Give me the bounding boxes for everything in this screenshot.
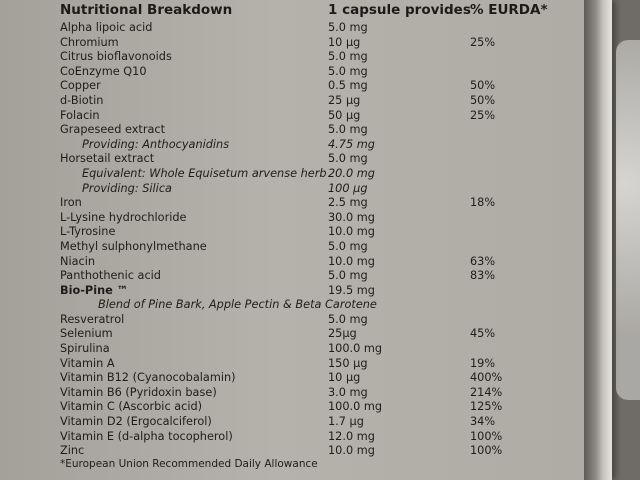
table-row: [60, 313, 582, 328]
nutrient-eurda: 45%: [470, 327, 496, 341]
header-capsule-provides: 1 capsule provides: [328, 2, 471, 18]
nutrient-amount: 0.5 mg: [328, 79, 368, 93]
nutrient-name: Equivalent: Whole Equisetum arvense herb: [82, 166, 327, 180]
table-row: [60, 240, 582, 255]
nutrient-eurda: 34%: [470, 415, 496, 429]
nutrient-amount: 25µg: [328, 327, 357, 341]
nutrient-name: Iron: [60, 196, 82, 210]
nutrient-amount: 100.0 mg: [328, 342, 383, 356]
nutrient-eurda: 25%: [470, 108, 496, 122]
nutrient-name: Horsetail extract: [60, 152, 155, 166]
table-row: [60, 196, 582, 211]
table-row: [60, 225, 582, 240]
nutrient-amount: 10.0 mg: [328, 225, 375, 239]
nutrient-eurda: 400%: [470, 371, 503, 385]
nutrient-name: Vitamin E (d-alpha tocopherol): [60, 429, 233, 443]
table-row: [60, 65, 582, 80]
nutrient-name: Chromium: [60, 35, 119, 49]
table-row: [60, 152, 582, 167]
nutrient-eurda: 100%: [470, 444, 503, 458]
nutrient-amount: 5.0 mg: [328, 64, 368, 78]
nutrient-amount: 2.5 mg: [328, 196, 368, 210]
nutrient-name: Spirulina: [60, 342, 110, 356]
table-row: [60, 21, 582, 36]
nutrient-amount: 5.0 mg: [328, 269, 368, 283]
nutrient-name: Zinc: [60, 444, 85, 458]
table-row: [60, 269, 582, 284]
nutrient-name: CoEnzyme Q10: [60, 64, 147, 78]
nutrient-eurda: 25%: [470, 35, 496, 49]
nutrient-amount: 3.0 mg: [328, 385, 368, 399]
table-row: [60, 167, 582, 182]
nutrient-amount: 10.0 mg: [328, 444, 375, 458]
nutrient-name: Alpha lipoic acid: [60, 21, 153, 34]
nutrient-name: Vitamin B12 (Cyanocobalamin): [60, 371, 236, 385]
table-row: [60, 123, 582, 138]
card-edge-shadow: [584, 0, 612, 480]
table-row: [60, 327, 582, 342]
nutrient-name: Selenium: [60, 327, 113, 341]
nutrient-amount: 19.5 mg: [328, 283, 375, 297]
nutrient-amount: 5.0 mg: [328, 312, 368, 326]
blister-pack-edge: [616, 40, 640, 400]
table-row: [60, 298, 582, 313]
nutrient-eurda: 50%: [470, 93, 496, 107]
nutrient-name: Niacin: [60, 254, 96, 268]
table-row: [60, 182, 582, 197]
nutrient-name: Providing: Silica: [82, 181, 172, 195]
nutrient-table-body: [60, 21, 582, 459]
nutrient-amount: 100 µg: [328, 181, 368, 195]
nutrient-name: L-Lysine hydrochloride: [60, 210, 187, 224]
nutrient-name: Vitamin C (Ascorbic acid): [60, 400, 203, 414]
nutrient-amount: 5.0 mg: [328, 239, 368, 253]
table-row: [60, 415, 582, 430]
table-row: [60, 357, 582, 372]
footnote: *European Union Recommended Daily Allowance: [60, 458, 318, 470]
nutrient-eurda: 50%: [470, 79, 496, 93]
nutrient-name: Providing: Anthocyanidins: [82, 137, 230, 151]
nutrient-amount: 25 µg: [328, 93, 361, 107]
nutrient-eurda: 63%: [470, 254, 496, 268]
table-row: [60, 284, 582, 299]
nutrient-name: Methyl sulphonylmethane: [60, 239, 207, 253]
nutrient-name: d-Biotin: [60, 93, 104, 107]
nutrient-name: Folacin: [60, 108, 100, 122]
nutrient-eurda: 100%: [470, 429, 503, 443]
nutrient-eurda: 125%: [470, 400, 503, 414]
nutrient-name: Resveratrol: [60, 312, 125, 326]
nutrient-name: Vitamin A: [60, 356, 115, 370]
nutrient-amount: 100.0 mg: [328, 400, 383, 414]
nutrient-name: Grapeseed extract: [60, 123, 166, 137]
nutrient-name: Copper: [60, 79, 101, 93]
table-row: [60, 109, 582, 124]
nutrient-amount: 5.0 mg: [328, 152, 368, 166]
table-row: [60, 94, 582, 109]
nutrient-amount: 10 µg: [328, 35, 361, 49]
nutrient-amount: 5.0 mg: [328, 21, 368, 34]
nutrient-amount: 10 µg: [328, 371, 361, 385]
nutrient-amount: 5.0 mg: [328, 123, 368, 137]
table-row: [60, 50, 582, 65]
nutrient-eurda: 83%: [470, 269, 496, 283]
table-row: [60, 211, 582, 226]
nutrient-amount: 5.0 mg: [328, 50, 368, 64]
table-row: [60, 138, 582, 153]
nutrient-name: Citrus bioflavonoids: [60, 50, 172, 64]
header-eurda-percent: % EURDA*: [470, 2, 548, 18]
table-row: [60, 79, 582, 94]
nutrient-amount: 10.0 mg: [328, 254, 375, 268]
nutrient-eurda: 19%: [470, 356, 496, 370]
nutrient-name: Blend of Pine Bark, Apple Pectin & Beta Carotene: [98, 298, 377, 312]
nutrient-amount: 50 µg: [328, 108, 361, 122]
header-nutritional-breakdown: Nutritional Breakdown: [60, 2, 233, 18]
table-row: [60, 430, 582, 445]
nutrient-amount: 150 µg: [328, 356, 368, 370]
table-row: [60, 342, 582, 357]
nutrient-amount: 1.7 µg: [328, 415, 364, 429]
nutrient-eurda: 214%: [470, 385, 503, 399]
nutrient-amount: 4.75 mg: [328, 137, 375, 151]
nutrient-name: Bio-Pine ™: [60, 283, 129, 297]
nutrient-amount: 12.0 mg: [328, 429, 375, 443]
nutrient-name: Vitamin B6 (Pyridoxin base): [60, 385, 217, 399]
nutrient-name: Panthothenic acid: [60, 269, 161, 283]
table-row: [60, 444, 582, 459]
nutrient-amount: 30.0 mg: [328, 210, 375, 224]
nutrient-amount: 20.0 mg: [328, 166, 375, 180]
nutrient-name: Vitamin D2 (Ergocalciferol): [60, 415, 212, 429]
table-row: [60, 386, 582, 401]
nutrient-eurda: 18%: [470, 196, 496, 210]
table-row: [60, 36, 582, 51]
table-row: [60, 371, 582, 386]
nutrient-name: L-Tyrosine: [60, 225, 116, 239]
table-row: [60, 255, 582, 270]
table-row: [60, 400, 582, 415]
